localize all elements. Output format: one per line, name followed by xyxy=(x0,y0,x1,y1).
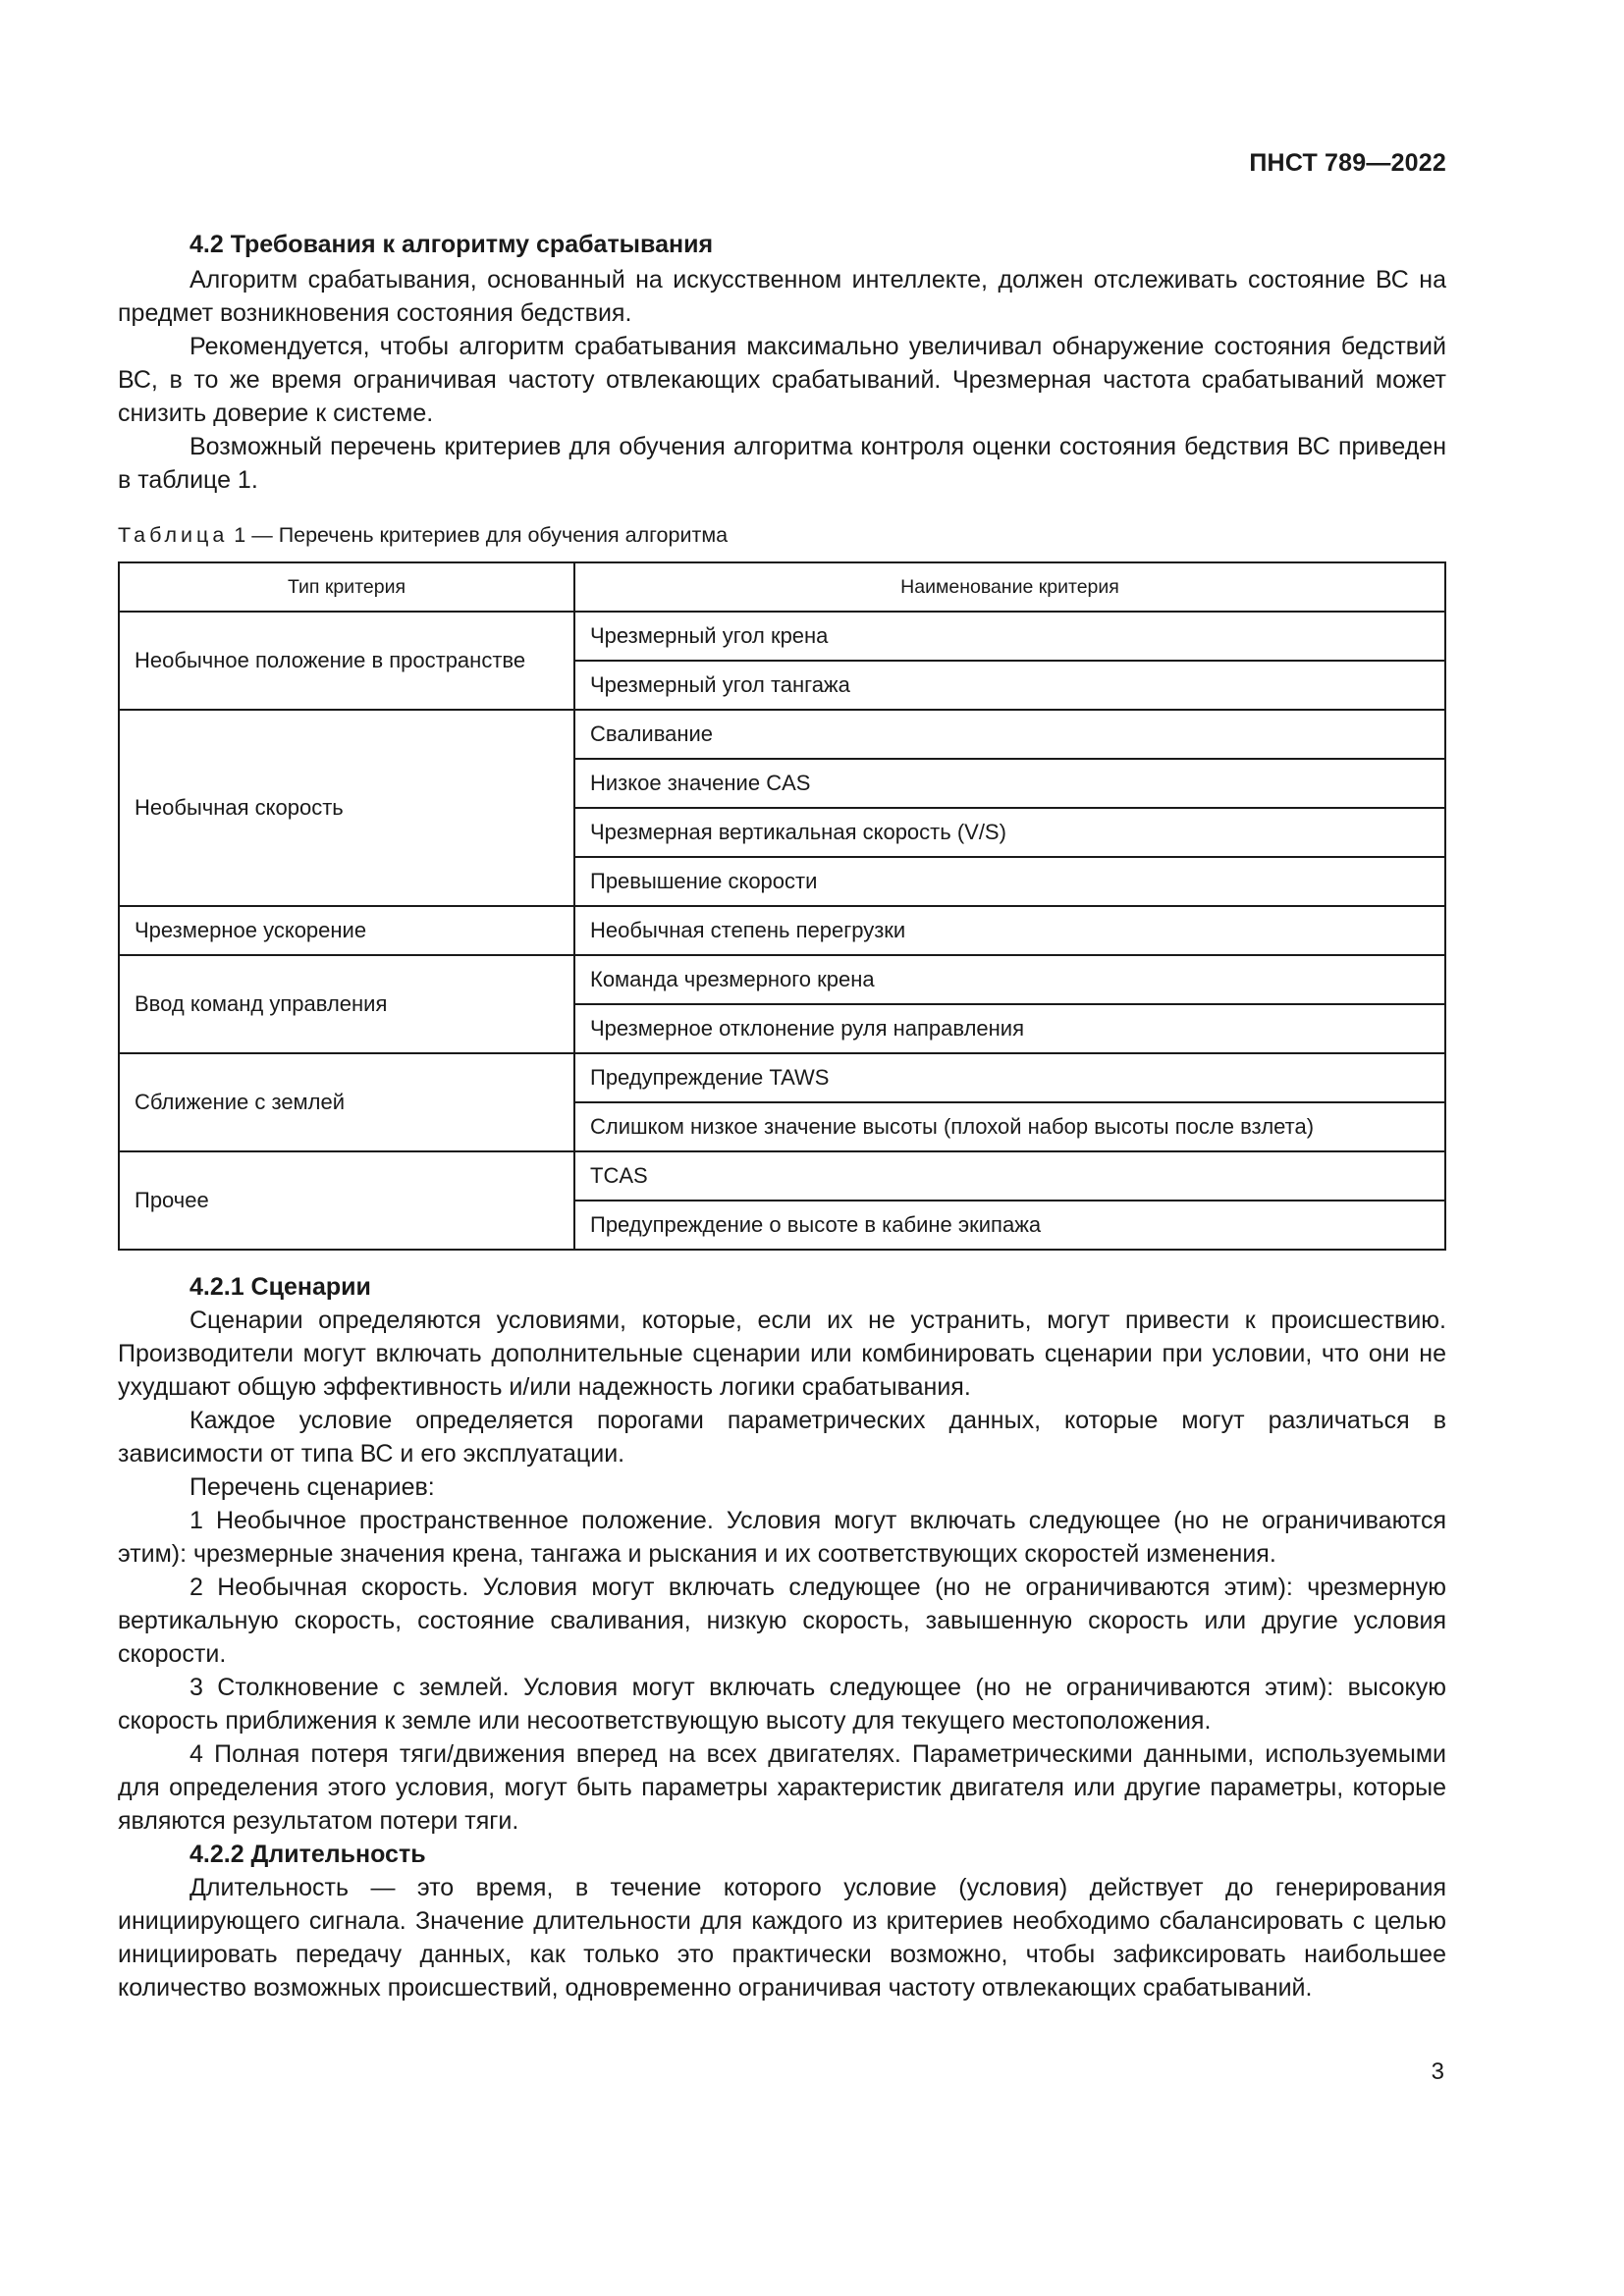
criterion-name-cell: Превышение скорости xyxy=(574,857,1445,906)
table-row xyxy=(119,710,1445,759)
paragraph: Алгоритм срабатывания, основанный на искусственном интеллекте, должен отслеживать состояние ВС на предмет возникновения состояния бедствия. xyxy=(118,266,1446,327)
paragraph: Рекомендуется, чтобы алгоритм срабатывания максимально увеличивал обнаружение состояния бедствий ВС, в то же время ограничивая частоту отвлекающих срабатываний. Чрезмерная частота срабатываний может снизить доверие к системе. xyxy=(118,333,1446,427)
section-4-2-2-title: 4.2.2 Длительность xyxy=(189,1841,426,1868)
section-4-2-1-title: 4.2.1 Сценарии xyxy=(189,1273,371,1301)
criterion-name-cell: TCAS xyxy=(574,1151,1445,1201)
page-number: 3 xyxy=(1431,2058,1444,2085)
document-code: ПНСТ 789—2022 xyxy=(1249,149,1446,177)
criteria-table xyxy=(118,561,1446,1251)
criterion-name-cell: Чрезмерное отклонение руля направления xyxy=(574,1004,1445,1053)
criterion-name-cell: Чрезмерная вертикальная скорость (V/S) xyxy=(574,808,1445,857)
criterion-name-cell: Команда чрезмерного крена xyxy=(574,955,1445,1004)
paragraph: Возможный перечень критериев для обучения алгоритма контроля оценки состояния бедствия ВС приведен в таблице 1. xyxy=(118,433,1446,494)
table-caption-label: Таблица xyxy=(118,523,229,547)
paragraph: Перечень сценариев: xyxy=(189,1473,435,1501)
header-criterion-name: Наименование критерия xyxy=(574,562,1445,612)
paragraph: Сценарии определяются условиями, которые, если их не устранить, могут привести к происшествию. Производители могут включать дополнительные сценарии или комбинировать сценарии при условии, что они не ухудшают общую эффективность и/или надежность логики срабатывания. xyxy=(118,1307,1446,1401)
table-caption xyxy=(118,520,1446,550)
section-4-2-title: 4.2 Требования к алгоритму срабатывания xyxy=(189,231,714,258)
criterion-name-cell: Чрезмерный угол крена xyxy=(574,612,1445,661)
header-criterion-type: Тип критерия xyxy=(119,562,574,612)
criterion-name-cell: Низкое значение CAS xyxy=(574,759,1445,808)
criterion-type-cell: Чрезмерное ускорение xyxy=(119,906,574,955)
criterion-type-cell: Необычная скорость xyxy=(119,710,574,906)
criterion-name-cell: Необычная степень перегрузки xyxy=(574,906,1445,955)
criterion-name-cell: Слишком низкое значение высоты (плохой набор высоты после взлета) xyxy=(574,1102,1445,1151)
criterion-type-cell: Сближение с землей xyxy=(119,1053,574,1151)
scenario-item: 3 Столкновение с землей. Условия могут включать следующее (но не ограничиваются этим): высокую скорость приближения к земле или несоответствующую высоту для текущего местоположения. xyxy=(118,1674,1446,1735)
paragraph: Длительность — это время, в течение которого условие (условия) действует до генерирования инициирующего сигнала. Значение длительности для каждого из критериев необходимо сбалансировать с целью инициировать передачу данных, как только это практически возможно, чтобы зафиксировать наибольшее количество возможных происшествий, одновременно ограничивая частоту отвлекающих срабатываний. xyxy=(118,1874,1446,2002)
criterion-type-cell: Необычное положение в пространстве xyxy=(119,612,574,710)
table-row xyxy=(119,955,1445,1004)
criterion-type-cell: Прочее xyxy=(119,1151,574,1250)
table-row xyxy=(119,1151,1445,1201)
table-row xyxy=(119,1053,1445,1102)
scenario-item: 2 Необычная скорость. Условия могут включать следующее (но не ограничиваются этим): чрезмерную вертикальную скорость, состояние сваливания, низкую скорость, завышенную скорость или другие условия скорости. xyxy=(118,1574,1446,1668)
table-row xyxy=(119,612,1445,661)
table-caption-text: 1 — Перечень критериев для обучения алгоритма xyxy=(228,523,729,547)
criterion-name-cell: Чрезмерный угол тангажа xyxy=(574,661,1445,710)
criterion-type-cell: Ввод команд управления xyxy=(119,955,574,1053)
page-content xyxy=(118,228,1446,2004)
scenario-item: 1 Необычное пространственное положение. Условия могут включать следующее (но не ограничиваются этим): чрезмерные значения крена, тангажа и рыскания и их соответствующих скоростей изменения. xyxy=(118,1507,1446,1568)
criterion-name-cell: Предупреждение о высоте в кабине экипажа xyxy=(574,1201,1445,1250)
scenario-item: 4 Полная потеря тяги/движения вперед на всех двигателях. Параметрическими данными, используемыми для определения этого условия, могут быть параметры характеристик двигателя или другие параметры, которые являются результатом потери тяги. xyxy=(118,1740,1446,1835)
criterion-name-cell: Сваливание xyxy=(574,710,1445,759)
paragraph: Каждое условие определяется порогами параметрических данных, которые могут различаться в зависимости от типа ВС и его эксплуатации. xyxy=(118,1407,1446,1468)
table-row xyxy=(119,906,1445,955)
table-header-row xyxy=(119,562,1445,612)
criterion-name-cell: Предупреждение TAWS xyxy=(574,1053,1445,1102)
